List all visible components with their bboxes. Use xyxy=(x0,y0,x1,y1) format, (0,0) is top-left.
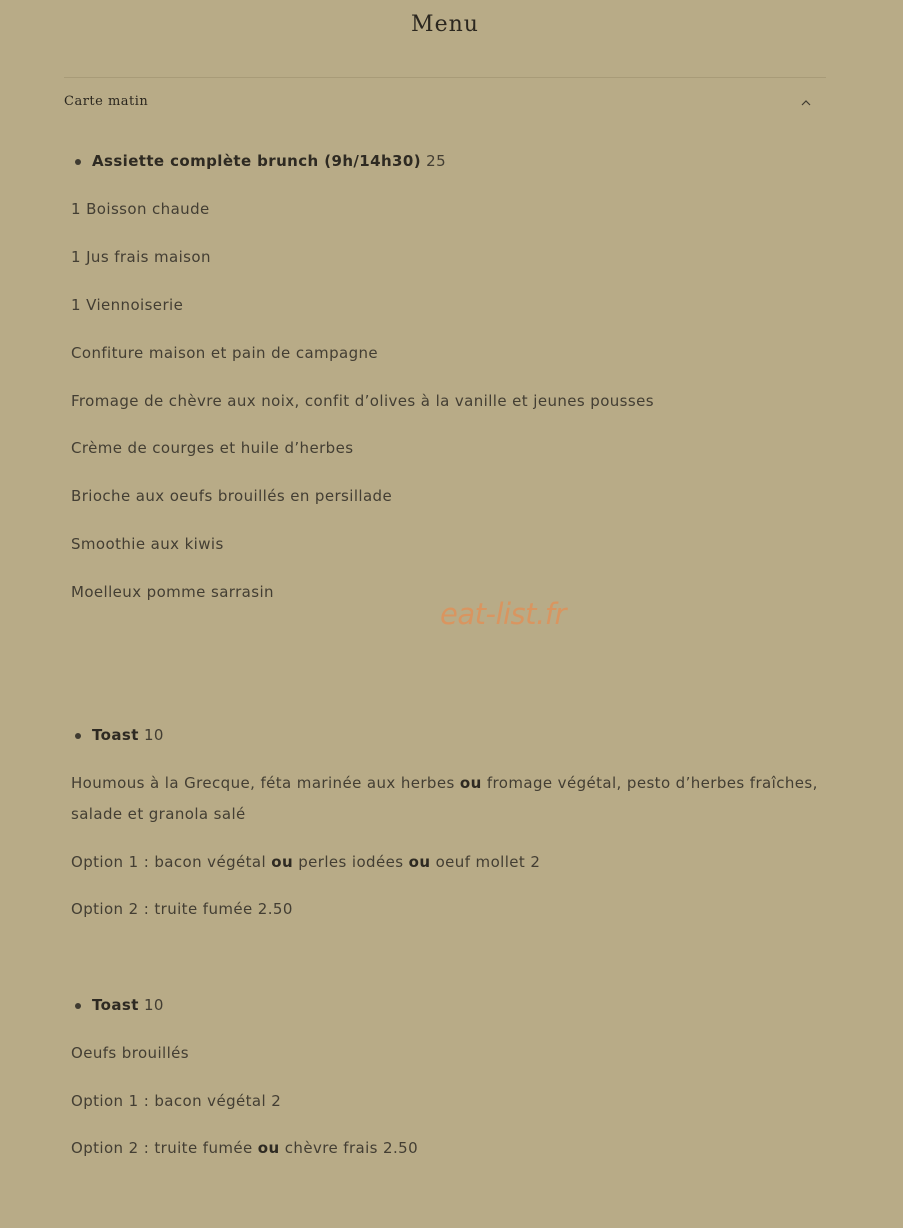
item-price: 10 xyxy=(143,726,164,744)
menu-line: Smoothie aux kiwis xyxy=(71,535,224,553)
menu-line: Confiture maison et pain de campagne xyxy=(71,344,379,362)
watermark-text: eat-list.fr xyxy=(440,597,566,631)
menu-option: Option 2 : truite fumée ou chèvre frais 2.50 xyxy=(71,1139,419,1157)
menu-line: Crème de courges et huile d’herbes xyxy=(71,439,354,457)
item-name: Toast xyxy=(92,996,139,1014)
item-name: Assiette complète brunch (9h/14h30) xyxy=(92,152,421,170)
section-divider xyxy=(64,77,826,78)
item-price: 10 xyxy=(143,996,164,1014)
menu-option: Option 1 : bacon végétal 2 xyxy=(71,1092,282,1110)
menu-line: Moelleux pomme sarrasin xyxy=(71,583,274,601)
menu-line: Brioche aux oeufs brouillés en persillade xyxy=(71,487,393,505)
menu-line: 1 Boisson chaude xyxy=(71,200,210,218)
menu-item-title xyxy=(92,152,446,170)
bullet xyxy=(75,733,81,739)
page-title: Menu xyxy=(411,12,479,37)
menu-description: Houmous à la Grecque, féta marinée aux herbes ou fromage végétal, pesto d’herbes fraîches, salade et granola salé xyxy=(71,774,818,823)
accordion-label: Carte matin xyxy=(64,94,149,109)
bullet xyxy=(75,1003,81,1009)
accordion-carte-matin[interactable] xyxy=(64,90,826,118)
item-name: Toast xyxy=(92,726,139,744)
menu-option: Option 2 : truite fumée 2.50 xyxy=(71,900,293,918)
bullet xyxy=(75,159,81,165)
menu-description: Oeufs brouillés xyxy=(71,1044,189,1062)
chevron-up-icon[interactable] xyxy=(800,97,812,109)
menu-line: 1 Jus frais maison xyxy=(71,248,211,266)
menu-line: 1 Viennoiserie xyxy=(71,296,184,314)
menu-option: Option 1 : bacon végétal ou perles iodées ou oeuf mollet 2 xyxy=(71,853,541,871)
menu-item-title xyxy=(92,996,164,1014)
menu-line: Fromage de chèvre aux noix, confit d’olives à la vanille et jeunes pousses xyxy=(71,392,654,410)
menu-item-title xyxy=(92,726,164,744)
item-price: 25 xyxy=(426,152,447,170)
